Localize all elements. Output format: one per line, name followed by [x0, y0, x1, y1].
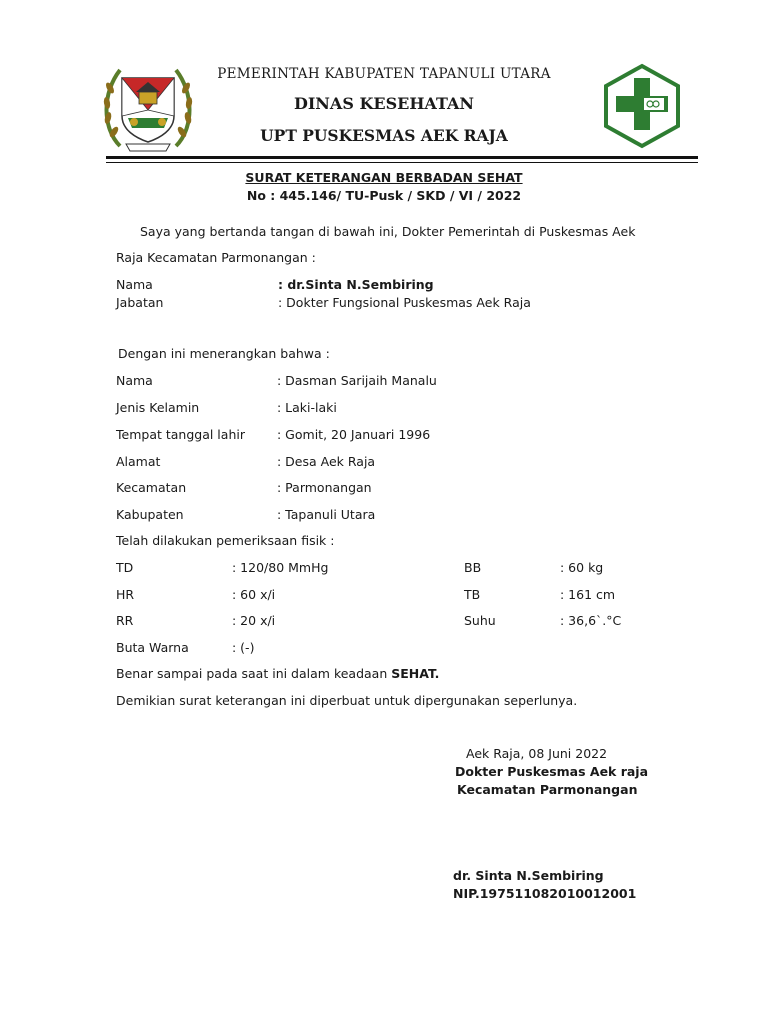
signature-role-2: Kecamatan Parmonangan — [457, 782, 638, 797]
doctor-position-value: : Dokter Fungsional Puskesmas Aek Raja — [278, 295, 531, 310]
document-title: SURAT KETERANGAN BERBADAN SEHAT — [245, 170, 523, 185]
exam-label: TB — [464, 587, 481, 602]
exam-value: : 60 kg — [560, 560, 604, 575]
doctor-position-label: Jabatan — [116, 295, 164, 310]
exam-value: : 36,6`.°C — [560, 613, 622, 628]
exam-value: : 20 x/i — [232, 613, 276, 628]
doctor-name-label: Nama — [116, 277, 153, 292]
exam-label: Buta Warna — [116, 640, 189, 655]
signature-role-1: Dokter Puskesmas Aek raja — [455, 764, 649, 779]
exam-value: : (-) — [232, 640, 255, 655]
conclusion-text: Benar sampai pada saat ini dalam keadaan — [116, 666, 392, 681]
patient-label: Alamat — [116, 454, 161, 469]
conclusion-emphasis: SEHAT. — [391, 666, 440, 681]
intro-line-1: Saya yang bertanda tangan di bawah ini, Dokter Pemerintah di Puskesmas Aek — [140, 224, 636, 239]
exam-value: : 161 cm — [560, 587, 616, 602]
patient-value: : Desa Aek Raja — [277, 454, 376, 469]
patient-label: Nama — [116, 373, 153, 388]
exam-label: RR — [116, 613, 134, 628]
patient-value: : Laki-laki — [277, 400, 337, 415]
patient-value: : Parmonangan — [277, 480, 372, 495]
patient-label: Jenis Kelamin — [116, 400, 200, 415]
exam-label: TD — [116, 560, 134, 575]
intro-line-2: Raja Kecamatan Parmonangan : — [116, 250, 316, 265]
exam-intro: Telah dilakukan pemeriksaan fisik : — [116, 533, 335, 548]
exam-label: HR — [116, 587, 135, 602]
patient-value: : Dasman Sarijaih Manalu — [277, 373, 437, 388]
signature-name: dr. Sinta N.Sembiring — [453, 868, 604, 883]
statement-line: Dengan ini menerangkan bahwa : — [118, 346, 330, 361]
patient-label: Kecamatan — [116, 480, 187, 495]
header-divider-thin — [106, 162, 698, 163]
exam-label: BB — [464, 560, 482, 575]
signature-place-date: Aek Raja, 08 Juni 2022 — [466, 746, 608, 761]
patient-label: Kabupaten — [116, 507, 184, 522]
conclusion-line — [116, 666, 439, 681]
patient-label: Tempat tanggal lahir — [116, 427, 245, 442]
header-line-2: DINAS KESEHATAN — [293, 94, 475, 113]
exam-value: : 60 x/i — [232, 587, 276, 602]
doctor-name-value: : dr.Sinta N.Sembiring — [278, 277, 434, 292]
header-line-1: PEMERINTAH KABUPATEN TAPANULI UTARA — [217, 66, 551, 82]
document-number: No : 445.146/ TU-Pusk / SKD / VI / 2022 — [246, 188, 522, 203]
header-divider-thick — [106, 156, 698, 159]
patient-value: : Gomit, 20 Januari 1996 — [277, 427, 431, 442]
exam-label: Suhu — [464, 613, 496, 628]
closing-line: Demikian surat keterangan ini diperbuat untuk dipergunakan seperlunya. — [116, 693, 578, 708]
patient-value: : Tapanuli Utara — [277, 507, 376, 522]
signature-nip: NIP.197511082010012001 — [453, 886, 637, 901]
exam-value: : 120/80 MmHg — [232, 560, 329, 575]
header-line-3: UPT PUSKESMAS AEK RAJA — [260, 126, 508, 145]
